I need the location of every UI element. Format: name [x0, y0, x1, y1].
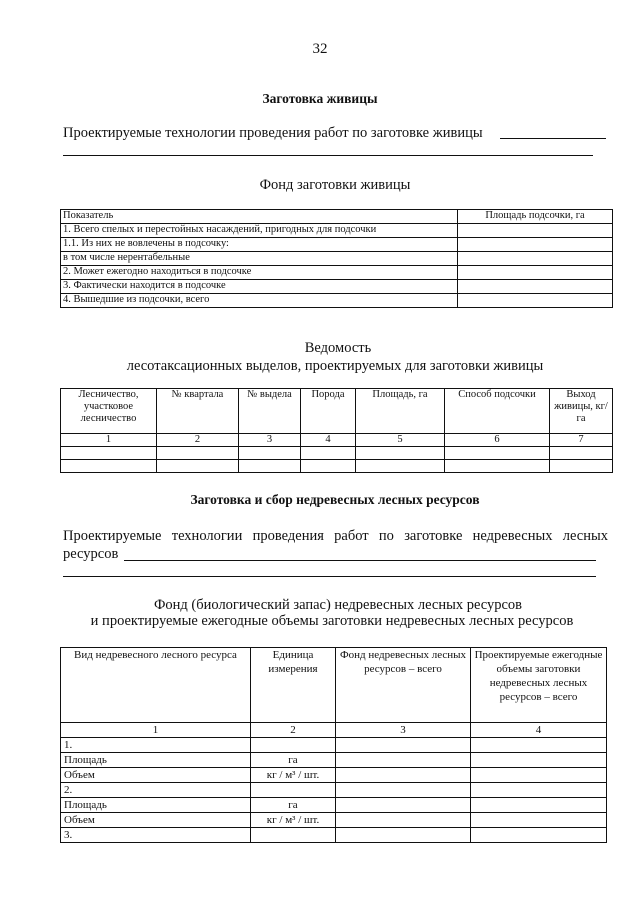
table-row: [61, 280, 613, 294]
table-cell[interactable]: [157, 460, 239, 473]
table-row: [61, 783, 607, 798]
table-header: № выдела: [239, 389, 301, 434]
table-row: [61, 460, 613, 473]
table-header: Фонд недревесных лесных ресурсов – всего: [336, 648, 471, 723]
table-cell[interactable]: [336, 738, 471, 753]
unit-cell: кг / м³ / шт.: [251, 768, 336, 783]
table-header-row: [61, 389, 613, 434]
table-cell[interactable]: [301, 447, 356, 460]
table-header: Лесничество, участковое лесничество: [61, 389, 157, 434]
table-row: [61, 828, 607, 843]
tech-label-nontimber-cont: ресурсов: [63, 546, 119, 562]
unit-cell: [251, 828, 336, 843]
table-row: [61, 266, 613, 280]
resin-fund-table: [60, 209, 613, 308]
table-cell[interactable]: [445, 460, 550, 473]
table-header: Порода: [301, 389, 356, 434]
table-cell[interactable]: [471, 738, 607, 753]
table-row: [61, 813, 607, 828]
table-cell[interactable]: [445, 447, 550, 460]
resource-name: 2.: [61, 783, 251, 798]
column-number: 4: [301, 434, 356, 447]
table-header: Выход живицы, кг/га: [550, 389, 613, 434]
table-cell[interactable]: [471, 753, 607, 768]
table-cell: 3. Фактически находится в подсочке: [61, 280, 458, 294]
register-subtitle: лесотаксационных выделов, проектируемых для заготовки живицы: [126, 358, 544, 374]
table-header: Показатель: [61, 210, 458, 224]
table-cell[interactable]: [458, 280, 613, 294]
page-number: 32: [312, 41, 328, 57]
register-title: Ведомость: [304, 340, 372, 356]
table-row: [61, 768, 607, 783]
table-cell[interactable]: [550, 460, 613, 473]
table-cell[interactable]: [61, 460, 157, 473]
table-row: [61, 294, 613, 308]
tech-label-resin: Проектируемые технологии проведения работ по заготовке живицы: [63, 125, 483, 141]
table-cell[interactable]: [336, 828, 471, 843]
table-cell[interactable]: [336, 783, 471, 798]
table-header: № квартала: [157, 389, 239, 434]
nontimber-fund-table: [60, 647, 607, 843]
tech-field-nontimber-line1[interactable]: [124, 560, 596, 561]
column-number: 1: [61, 434, 157, 447]
resource-name: Площадь: [61, 753, 251, 768]
unit-cell: [251, 783, 336, 798]
table-header-row: [61, 210, 613, 224]
unit-cell: кг / м³ / шт.: [251, 813, 336, 828]
resource-name: Площадь: [61, 798, 251, 813]
column-number: 3: [336, 723, 471, 738]
table-cell[interactable]: [336, 753, 471, 768]
tech-field-nontimber-line2[interactable]: [63, 576, 596, 577]
column-number: 1: [61, 723, 251, 738]
table-cell[interactable]: [336, 813, 471, 828]
table-cell: 1.1. Из них не вовлечены в подсочку:: [61, 238, 458, 252]
column-number: 7: [550, 434, 613, 447]
tech-field-resin-line1[interactable]: [500, 138, 606, 139]
tech-field-resin-line2[interactable]: [63, 155, 593, 156]
table-row: [61, 238, 613, 252]
unit-cell: га: [251, 798, 336, 813]
table-row: [61, 447, 613, 460]
tech-label-nontimber: Проектируемые технологии проведения работ по заготовке недревесных лесных: [63, 528, 608, 544]
table-cell[interactable]: [550, 447, 613, 460]
table-cell[interactable]: [239, 460, 301, 473]
table-row: [61, 798, 607, 813]
table-header: Площадь подсочки, га: [458, 210, 613, 224]
table-cell[interactable]: [336, 768, 471, 783]
table-cell: 4. Вышедшие из подсочки, всего: [61, 294, 458, 308]
table-cell[interactable]: [336, 798, 471, 813]
section-title-nontimber: Заготовка и сбор недревесных лесных ресурсов: [190, 492, 480, 507]
table-header-row: [61, 648, 607, 723]
table-cell[interactable]: [356, 447, 445, 460]
table-cell[interactable]: [458, 252, 613, 266]
table-header: Площадь, га: [356, 389, 445, 434]
section-title-resin: Заготовка живицы: [262, 91, 378, 106]
table-cell: 2. Может ежегодно находиться в подсочке: [61, 266, 458, 280]
unit-cell: [251, 738, 336, 753]
table-cell[interactable]: [471, 783, 607, 798]
column-number: 2: [157, 434, 239, 447]
table-cell[interactable]: [471, 798, 607, 813]
fund-subtitle-nontimber: и проектируемые ежегодные объемы заготовки недревесных лесных ресурсов: [90, 613, 574, 629]
resource-name: Объем: [61, 768, 251, 783]
column-number: 2: [251, 723, 336, 738]
table-row: [61, 738, 607, 753]
column-number: 4: [471, 723, 607, 738]
fund-title-nontimber: Фонд (биологический запас) недревесных лесных ресурсов: [153, 597, 523, 613]
resource-name: 1.: [61, 738, 251, 753]
table-header: Проектируемые ежегодные объемы заготовки недревесных лесных ресурсов – всего: [471, 648, 607, 723]
table-header: Способ подсочки: [445, 389, 550, 434]
table-cell[interactable]: [458, 224, 613, 238]
resource-name: Объем: [61, 813, 251, 828]
table-cell[interactable]: [458, 294, 613, 308]
table-cell[interactable]: [471, 813, 607, 828]
table-cell[interactable]: [471, 828, 607, 843]
table-cell[interactable]: [239, 447, 301, 460]
table-cell[interactable]: [301, 460, 356, 473]
table-cell[interactable]: [458, 266, 613, 280]
table-number-row: [61, 434, 613, 447]
table-header: Вид недревесного лесного ресурса: [61, 648, 251, 723]
column-number: 3: [239, 434, 301, 447]
table-cell[interactable]: [458, 238, 613, 252]
table-cell: в том числе нерентабельные: [61, 252, 458, 266]
column-number: 6: [445, 434, 550, 447]
register-table: [60, 388, 613, 473]
resource-name: 3.: [61, 828, 251, 843]
table-header: Единица измерения: [251, 648, 336, 723]
table-cell: 1. Всего спелых и перестойных насаждений, пригодных для подсочки: [61, 224, 458, 238]
table-row: [61, 753, 607, 768]
table-cell[interactable]: [471, 768, 607, 783]
column-number: 5: [356, 434, 445, 447]
table-cell[interactable]: [356, 460, 445, 473]
table-number-row: [61, 723, 607, 738]
table-row: [61, 252, 613, 266]
table-cell[interactable]: [157, 447, 239, 460]
unit-cell: га: [251, 753, 336, 768]
table-cell[interactable]: [61, 447, 157, 460]
table-row: [61, 224, 613, 238]
fund-title-resin: Фонд заготовки живицы: [259, 177, 411, 193]
